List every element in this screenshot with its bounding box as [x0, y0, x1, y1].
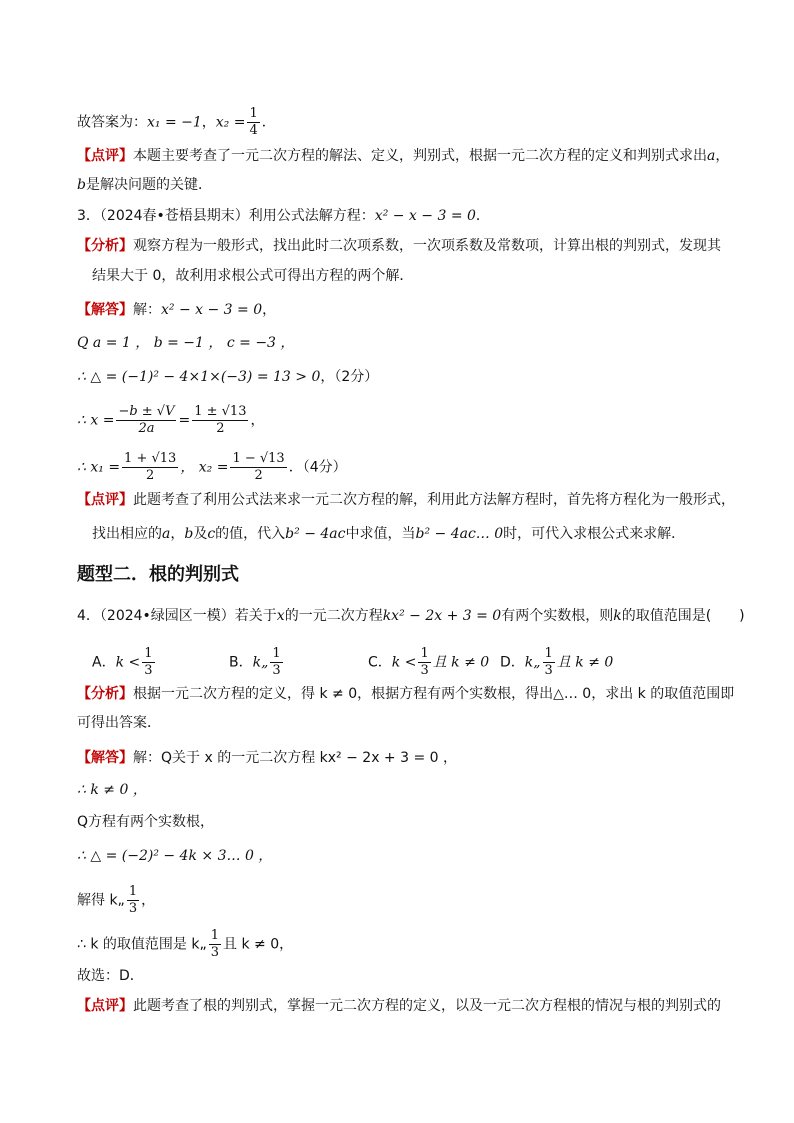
fraction-numerator: 1 ± √13 [194, 404, 247, 419]
option-label: B． [229, 654, 253, 671]
section-heading: 题型二．根的判别式 [77, 564, 239, 585]
discriminant-expr: b² − 4ac [285, 526, 346, 542]
fraction-numerator: 1 + √13 [124, 451, 177, 466]
comment-tag: 【点评】 [77, 998, 133, 1014]
root-x2: x₂ = [215, 114, 246, 131]
comment2-line-2 [92, 524, 685, 544]
fraction-denominator: 2 [254, 468, 263, 483]
fraction [116, 404, 176, 437]
analysis-text-cont: 结果大于 0，故利用求根公式可得出方程的两个解． [92, 268, 414, 284]
fraction-denominator: 2 [146, 468, 155, 483]
analysis-tag: 【分析】 [77, 686, 133, 702]
comment4-line-1 [77, 996, 721, 1016]
fraction [192, 404, 248, 437]
comma: ， [262, 302, 277, 318]
discriminant: ∴ △ = (−2)² − 4k × 3… 0 ， [77, 848, 273, 864]
answer-line [77, 106, 276, 139]
solved-pre: 解得 k„ [77, 892, 125, 909]
fraction-numerator: 1 [249, 106, 258, 121]
option-expr: k„ [252, 654, 269, 671]
coefficients: Q a = 1 ， b = −1 ， c = −3 ， [77, 335, 295, 351]
analysis-line-2 [92, 266, 413, 286]
period: ． [261, 114, 276, 131]
fraction-denominator: 3 [544, 663, 553, 678]
comment-tag: 【点评】 [77, 148, 133, 164]
option-expr: k„ [524, 654, 541, 671]
solution-tag: 【解答】 [77, 302, 133, 318]
option-label: D． [500, 654, 525, 671]
text: 及 [193, 526, 208, 542]
solution-tag: 【解答】 [77, 750, 133, 766]
fraction-denominator: 3 [210, 945, 220, 960]
var-a: a [707, 148, 716, 164]
solution-line-1 [77, 300, 276, 320]
fraction-denominator: 3 [420, 663, 429, 678]
option-c[interactable] [368, 646, 489, 679]
question-4-text: 4．（2024•绿园区一模）若关于 [77, 608, 277, 624]
fraction-numerator: 1 [544, 646, 553, 661]
analysis-text: 根据一元二次方程的定义，得 k ≠ 0，根据方程有两个实数根，得出△… 0，求出 k 的取值范围即 [133, 686, 735, 702]
question-3 [77, 206, 490, 226]
comment-line-2 [77, 175, 212, 195]
comment-text: 此题考查了根的判别式，掌握一元二次方程的定义，以及一元二次方程根的情况与根的判别式的 [133, 998, 721, 1014]
solution4-line-3 [77, 812, 214, 832]
fraction-denominator: 3 [128, 901, 138, 916]
comment-line-1 [77, 146, 729, 166]
fraction-denominator: 3 [272, 663, 281, 678]
discriminant-condition: b² − 4ac… 0 [415, 526, 504, 542]
equals: = [178, 412, 191, 429]
var-b: b [184, 526, 194, 542]
question-3-equation: x² − x − 3 = 0 [374, 208, 476, 224]
option-condition: 且 k ≠ 0 [556, 654, 614, 671]
analysis4-line-1 [77, 684, 734, 704]
comment-text: 此题考查了利用公式法来求一元二次方程的解，利用此方法解方程时，首先将方程化为一般形式， [133, 492, 735, 508]
var-k: k [613, 608, 622, 624]
fraction-numerator: 1 [144, 646, 153, 661]
fraction-numerator: 1 [272, 646, 281, 661]
solution4-line-2 [77, 780, 147, 800]
fraction-denominator: 3 [144, 663, 153, 678]
text: 的一元二次方程 [284, 608, 383, 624]
option-d[interactable] [500, 646, 613, 679]
option-label: A． [92, 654, 116, 671]
analysis-text: 观察方程为一般形式，找出此时二次项系数，一次项系数及常数项，计算出根的判别式，发现其 [133, 238, 721, 254]
answer-prefix: 故答案为： [77, 114, 147, 131]
fraction-numerator: 1 − √13 [232, 451, 285, 466]
fraction [142, 646, 154, 679]
solution-line-5 [77, 451, 347, 484]
fraction [418, 646, 430, 679]
fraction [230, 451, 286, 484]
choice-answer: 故选：D． [77, 968, 144, 984]
comment-text: 本题主要考查了一元二次方程的解法、定义，判别式，根据一元二次方程的定义和判别式求出 [133, 148, 707, 164]
option-expr: k < [391, 654, 417, 671]
text: 找出相应的 [92, 526, 162, 542]
option-a[interactable] [92, 646, 157, 679]
x-equals: ∴ x = [77, 412, 115, 429]
range-end: 且 k ≠ 0， [223, 936, 294, 953]
period: ． [475, 208, 490, 224]
question-4-equation: kx² − 2x + 3 = 0 [382, 608, 502, 624]
text: 时，可代入求根公式来求解． [503, 526, 686, 542]
comma: ， [250, 412, 265, 429]
solution-text: 解：Q关于 x 的一元二次方程 kx² − 2x + 3 = 0 ， [133, 750, 458, 766]
fraction-denominator: 2 [216, 421, 225, 436]
analysis4-line-2 [77, 713, 161, 733]
solution4-line-6 [77, 928, 293, 961]
option-condition: 且 k ≠ 0 [432, 654, 490, 671]
discriminant: ∴ △ = (−1)² − 4×1×(−3) = 13 > 0 [77, 369, 321, 385]
fraction-numerator: 1 [128, 884, 138, 899]
fraction [270, 646, 282, 679]
fraction-denominator: 2a [138, 421, 155, 436]
var-a: a [162, 526, 171, 542]
x1-equals: ∴ x₁ = [77, 459, 121, 476]
var-x: x [276, 608, 285, 624]
fraction-numerator: 1 [210, 928, 220, 943]
question-4 [77, 606, 745, 626]
comma: ， [715, 148, 730, 164]
root-x1: x₁ = −1 [147, 114, 202, 131]
text: 中求值，当 [345, 526, 416, 542]
solution-line-3 [77, 367, 378, 387]
fraction [127, 884, 139, 917]
separator: ， [201, 114, 216, 131]
two-real-roots: Q方程有两个实数根， [77, 814, 215, 830]
option-b[interactable] [229, 646, 285, 679]
comment-text-cont: 是解决问题的关键． [85, 177, 212, 193]
var-b: b [77, 177, 86, 193]
solution-line-2 [77, 333, 294, 353]
option-expr: k < [115, 654, 141, 671]
k-nonzero: ∴ k ≠ 0 ， [77, 782, 147, 798]
fraction [209, 928, 221, 961]
score-note: ．（4分） [288, 459, 347, 476]
text: 的值，代入 [215, 526, 286, 542]
score-note: ，（2分） [320, 369, 379, 385]
comma: ， [141, 892, 156, 909]
fraction [247, 106, 259, 139]
solution4-line-1 [77, 748, 457, 768]
x2-equals: ， x₂ = [180, 459, 229, 476]
solution-text: 解： [133, 302, 161, 318]
fraction [543, 646, 555, 679]
option-label: C． [368, 654, 392, 671]
text: ， [170, 526, 185, 542]
analysis-line-1 [77, 236, 721, 256]
solution4-line-7 [77, 966, 144, 986]
range-pre: ∴ k 的取值范围是 k„ [77, 936, 207, 953]
solution-equation: x² − x − 3 = 0 [161, 302, 263, 318]
comment2-line-1 [77, 490, 735, 510]
text: 有两个实数根，则 [501, 608, 614, 624]
fraction [122, 451, 178, 484]
solution4-line-5 [77, 884, 155, 917]
var-c: c [207, 526, 216, 542]
analysis-tag: 【分析】 [77, 238, 133, 254]
comment-tag: 【点评】 [77, 492, 133, 508]
solution-line-4 [77, 404, 264, 437]
question-3-text: 3．（2024春•苍梧县期末）利用公式法解方程： [77, 208, 375, 224]
analysis-text-cont: 可得出答案． [77, 715, 161, 731]
solution4-line-4 [77, 846, 272, 866]
fraction-numerator: −b ± √V [118, 404, 175, 419]
fraction-denominator: 4 [249, 123, 258, 138]
fraction-numerator: 1 [420, 646, 429, 661]
text: 的取值范围是( ) [621, 608, 745, 624]
